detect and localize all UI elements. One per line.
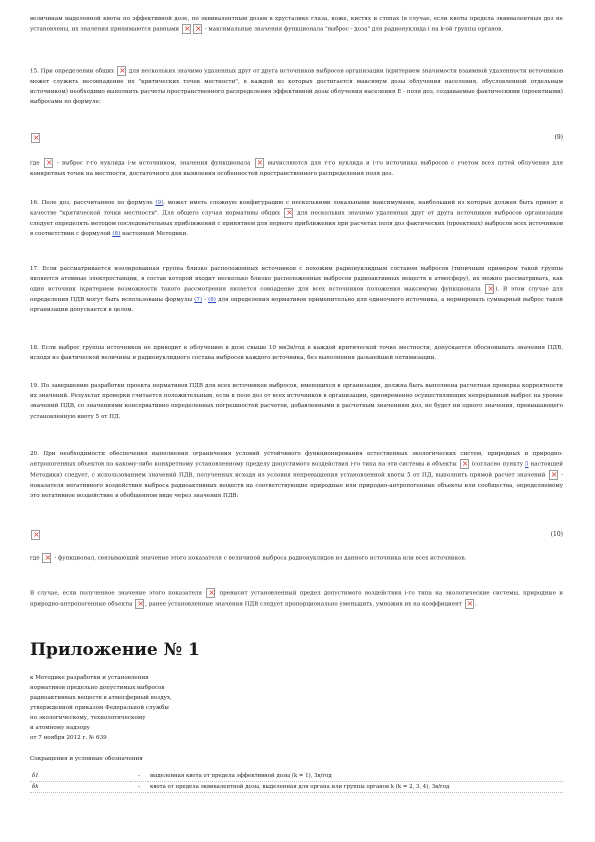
paragraph-18: 18. Если выброс группы источников не приводит к облучению в дозе свыше 10 мкЗв/год в каждой критической точке местности, допускается обосновывать значения ПДВ, исходя из фактической величины и радионуклидного состава выбросов каждого источника, без выполнения дальнейшей оптимизации. — [30, 345, 563, 362]
paragraph-reduce — [30, 588, 563, 609]
text-fragment: вычисляются для r-го нуклида и i-го источника выбросов с учетом всех путей облучения для конкретных точек на местности, достаточного для выявления особенностей пространственного распределения поля доз. — [30, 160, 564, 177]
text-fragment: , может иметь сложную конфигурацию с несколькими локальными максимумами, наибольший из которых должен быть принят в качестве "критической точки местности". Для общего случая нормативы общих — [30, 200, 564, 217]
text-fragment: для определения нормативов применительно для одиночного источника, а нормировать суммарный выброс такой организации допускается в целом. — [30, 297, 563, 314]
formula-link-8b[interactable]: (8) — [208, 297, 216, 304]
equation-9 — [30, 133, 563, 145]
formula-image-icon — [465, 599, 474, 609]
paragraph-17 — [30, 264, 563, 316]
meta-line: и атомному надзору — [30, 725, 90, 731]
abbreviations-table — [30, 771, 563, 793]
formula-image-icon — [135, 599, 144, 609]
equation-10 — [30, 530, 563, 542]
formula-image-icon — [31, 530, 40, 540]
text-fragment: (согласно пункту — [471, 461, 524, 468]
formula-image-icon — [31, 133, 40, 143]
meta-line: нормативов предельно допустимых выбросов — [30, 685, 165, 691]
formula-image-icon — [206, 588, 215, 598]
formula-image-icon — [460, 459, 469, 469]
dash-cell: - — [130, 771, 148, 782]
text-fragment: превысит установленный предел допустимого воздействия i-го типа на экологические системы, природные и природно-антропогенные объекты — [30, 590, 563, 608]
paragraph-where-10 — [30, 553, 563, 564]
text-fragment: - функционал, связывающий значение этого показателя с величиной выброса радионуклидов из данного источника или всех источников. — [54, 555, 467, 562]
symbol-cell: δ1 — [30, 771, 130, 782]
formula-image-icon — [485, 284, 494, 294]
formula-image-icon — [549, 470, 558, 480]
meta-line: от 7 ноября 2012 г. № 639 — [30, 735, 107, 741]
text-fragment: для нескольких значимо удаленных друг от друга источников выбросов организации следует определять методом последовательных приближений с принятием для первого приближения при расчетах поля доз фактических (проектных) выбросов всех источников в соответствии с формулой — [30, 210, 564, 238]
table-row — [30, 782, 563, 793]
formula-image-icon — [117, 66, 126, 76]
text-fragment: - показателя негативного воздействия выброса радиоактивных веществ на соответствующие природные или природно-антропогенные объекты или сообщества, определяемому это негативное воздействие в обобщенном виде через значения ПДВ: — [30, 472, 564, 499]
appendix-meta — [30, 673, 330, 743]
definition-cell: квота от предела эквивалентной дозы, выделенная для органа или группы органов k (k = 2, 3, 4), Зв/год — [148, 782, 563, 793]
paragraph-where-9 — [30, 158, 563, 179]
formula-image-icon — [255, 158, 264, 168]
formula-link-8[interactable]: (8) — [112, 231, 121, 238]
meta-line: утвержденной приказом Федеральной службы — [30, 705, 169, 711]
paragraph-15 — [30, 66, 563, 107]
text-fragment: 16. Поле доз, рассчитанное по формуле — [30, 200, 153, 206]
abbreviations-heading: Сокращения и условные обозначения — [30, 756, 143, 762]
formula-image-icon — [44, 158, 53, 168]
text-fragment: - — [204, 297, 206, 304]
meta-line: к Методике разработки и установления — [30, 675, 149, 681]
formula-image-icon — [182, 24, 191, 34]
appendix-title: Приложение № 1 — [30, 640, 200, 660]
meta-line: радиоактивных веществ в атмосферный воздух, — [30, 695, 172, 701]
text-fragment: - максимальные значения функционала "выброс - доза" для радионуклида i на k-ой группы органов. — [204, 26, 504, 33]
item-link-5[interactable]: 5 — [525, 461, 529, 468]
text-fragment: величинам выделенной квоты по эффективной дозе, по эквивалентным дозам в хрусталике глаза, коже, кистях и стопах (в случае, если квоты предела эквивалентных доз не установлены, их значения принимаются равными — [30, 16, 563, 33]
formula-link-7[interactable]: (7) — [194, 297, 203, 304]
formula-link-9[interactable]: (9) — [155, 200, 164, 206]
text-fragment: ). В этом случае для определения ПДВ могут быть использованы формулы — [30, 286, 563, 304]
meta-line: по экологическому, технологическому — [30, 715, 146, 721]
text-fragment: настоящей Методики. — [122, 231, 188, 238]
text-fragment: настоящей Методики) следует, с использованием значений ПДВ, полученных исходя из условия непревышения установленной квоты 5 от ПД, выполнить прямой расчет значений — [30, 461, 563, 479]
equation-number: (10) — [550, 531, 563, 538]
text-fragment: В случае, если полученное значение этого показателя — [30, 590, 202, 597]
table-row — [30, 771, 563, 782]
formula-image-icon — [284, 208, 293, 218]
text-fragment: где — [30, 160, 40, 167]
text-fragment: - выброс r-го нуклида i-м источником, значения функционала — [56, 160, 251, 167]
paragraph-16 — [30, 198, 563, 239]
text-fragment: где — [30, 555, 40, 562]
text-fragment: . — [474, 601, 477, 608]
formula-image-icon — [193, 24, 202, 34]
text-fragment: 15. При определении общих — [30, 68, 115, 75]
definition-cell: выделенная квота от предела эффективной дозы (k = 1), Зв/год — [148, 771, 563, 782]
text-fragment: 20. При необходимости обеспечения выполнения ограничения условий устойчивого функционирования естественных экологических систем, природных и природно-антропогенных объектов по какому-либо конкретному установленному пределу допустимого воздействия i-го типа на эти системы и объекты — [30, 451, 563, 468]
paragraph-19: 19. По завершению разработки проекта нормативов ПДВ для всех источников выбросов, имеющихся в организации, должна быть выполнена расчетная проверка корректности их значений. Результат проверки считается положительным, если в поле доз от всех источников в организации, одновременно осуществляющих непрерывный выброс на уровне значений ПДВ, со значениями консервативно определенных погрешностей расчетов, добавленными к расчетным значениям доз, не будет ни одного значения, превышающего установленную квоту 5 от ПД. — [30, 383, 563, 420]
paragraph-20 — [30, 449, 563, 501]
symbol-cell: δk — [30, 782, 130, 793]
paragraph-quota-values — [30, 14, 563, 35]
dash-cell: - — [130, 782, 148, 793]
text-fragment: для нескольких значимо удаленных друг от друга источников выбросов организации (критерием значимости взаимной удаленности источников может служить несовпадение их "критических точек местности", в каждой из которых достигается максимум дозы облучения населения, обусловленной отдельным источником) необходимо выполнить расчеты пространственного распределения эффективной дозы облучения населения E - поля доз, создаваемые фактическими (проектными) выбросами по формуле: — [30, 68, 564, 106]
equation-number: (9) — [554, 134, 563, 141]
text-fragment: 17. Если рассматривается изолированная группа близко расположенных источников с похожим радионуклидным составом выбросов (типичным примером такой группы являются атомные электростанции, в состав которой входит несколько близко расположенных выбросов радиоактивных веществ в атмосферу), их можно рассматривать, как один источник (критерием возможности такого рассмотрения является совпадение для всех источников положения максимума функционала — [30, 266, 563, 293]
text-fragment: , ранее установленные значения ПДВ следует пропорционально уменьшить, умножив их на коэффициент — [145, 601, 462, 608]
formula-image-icon — [42, 553, 51, 563]
